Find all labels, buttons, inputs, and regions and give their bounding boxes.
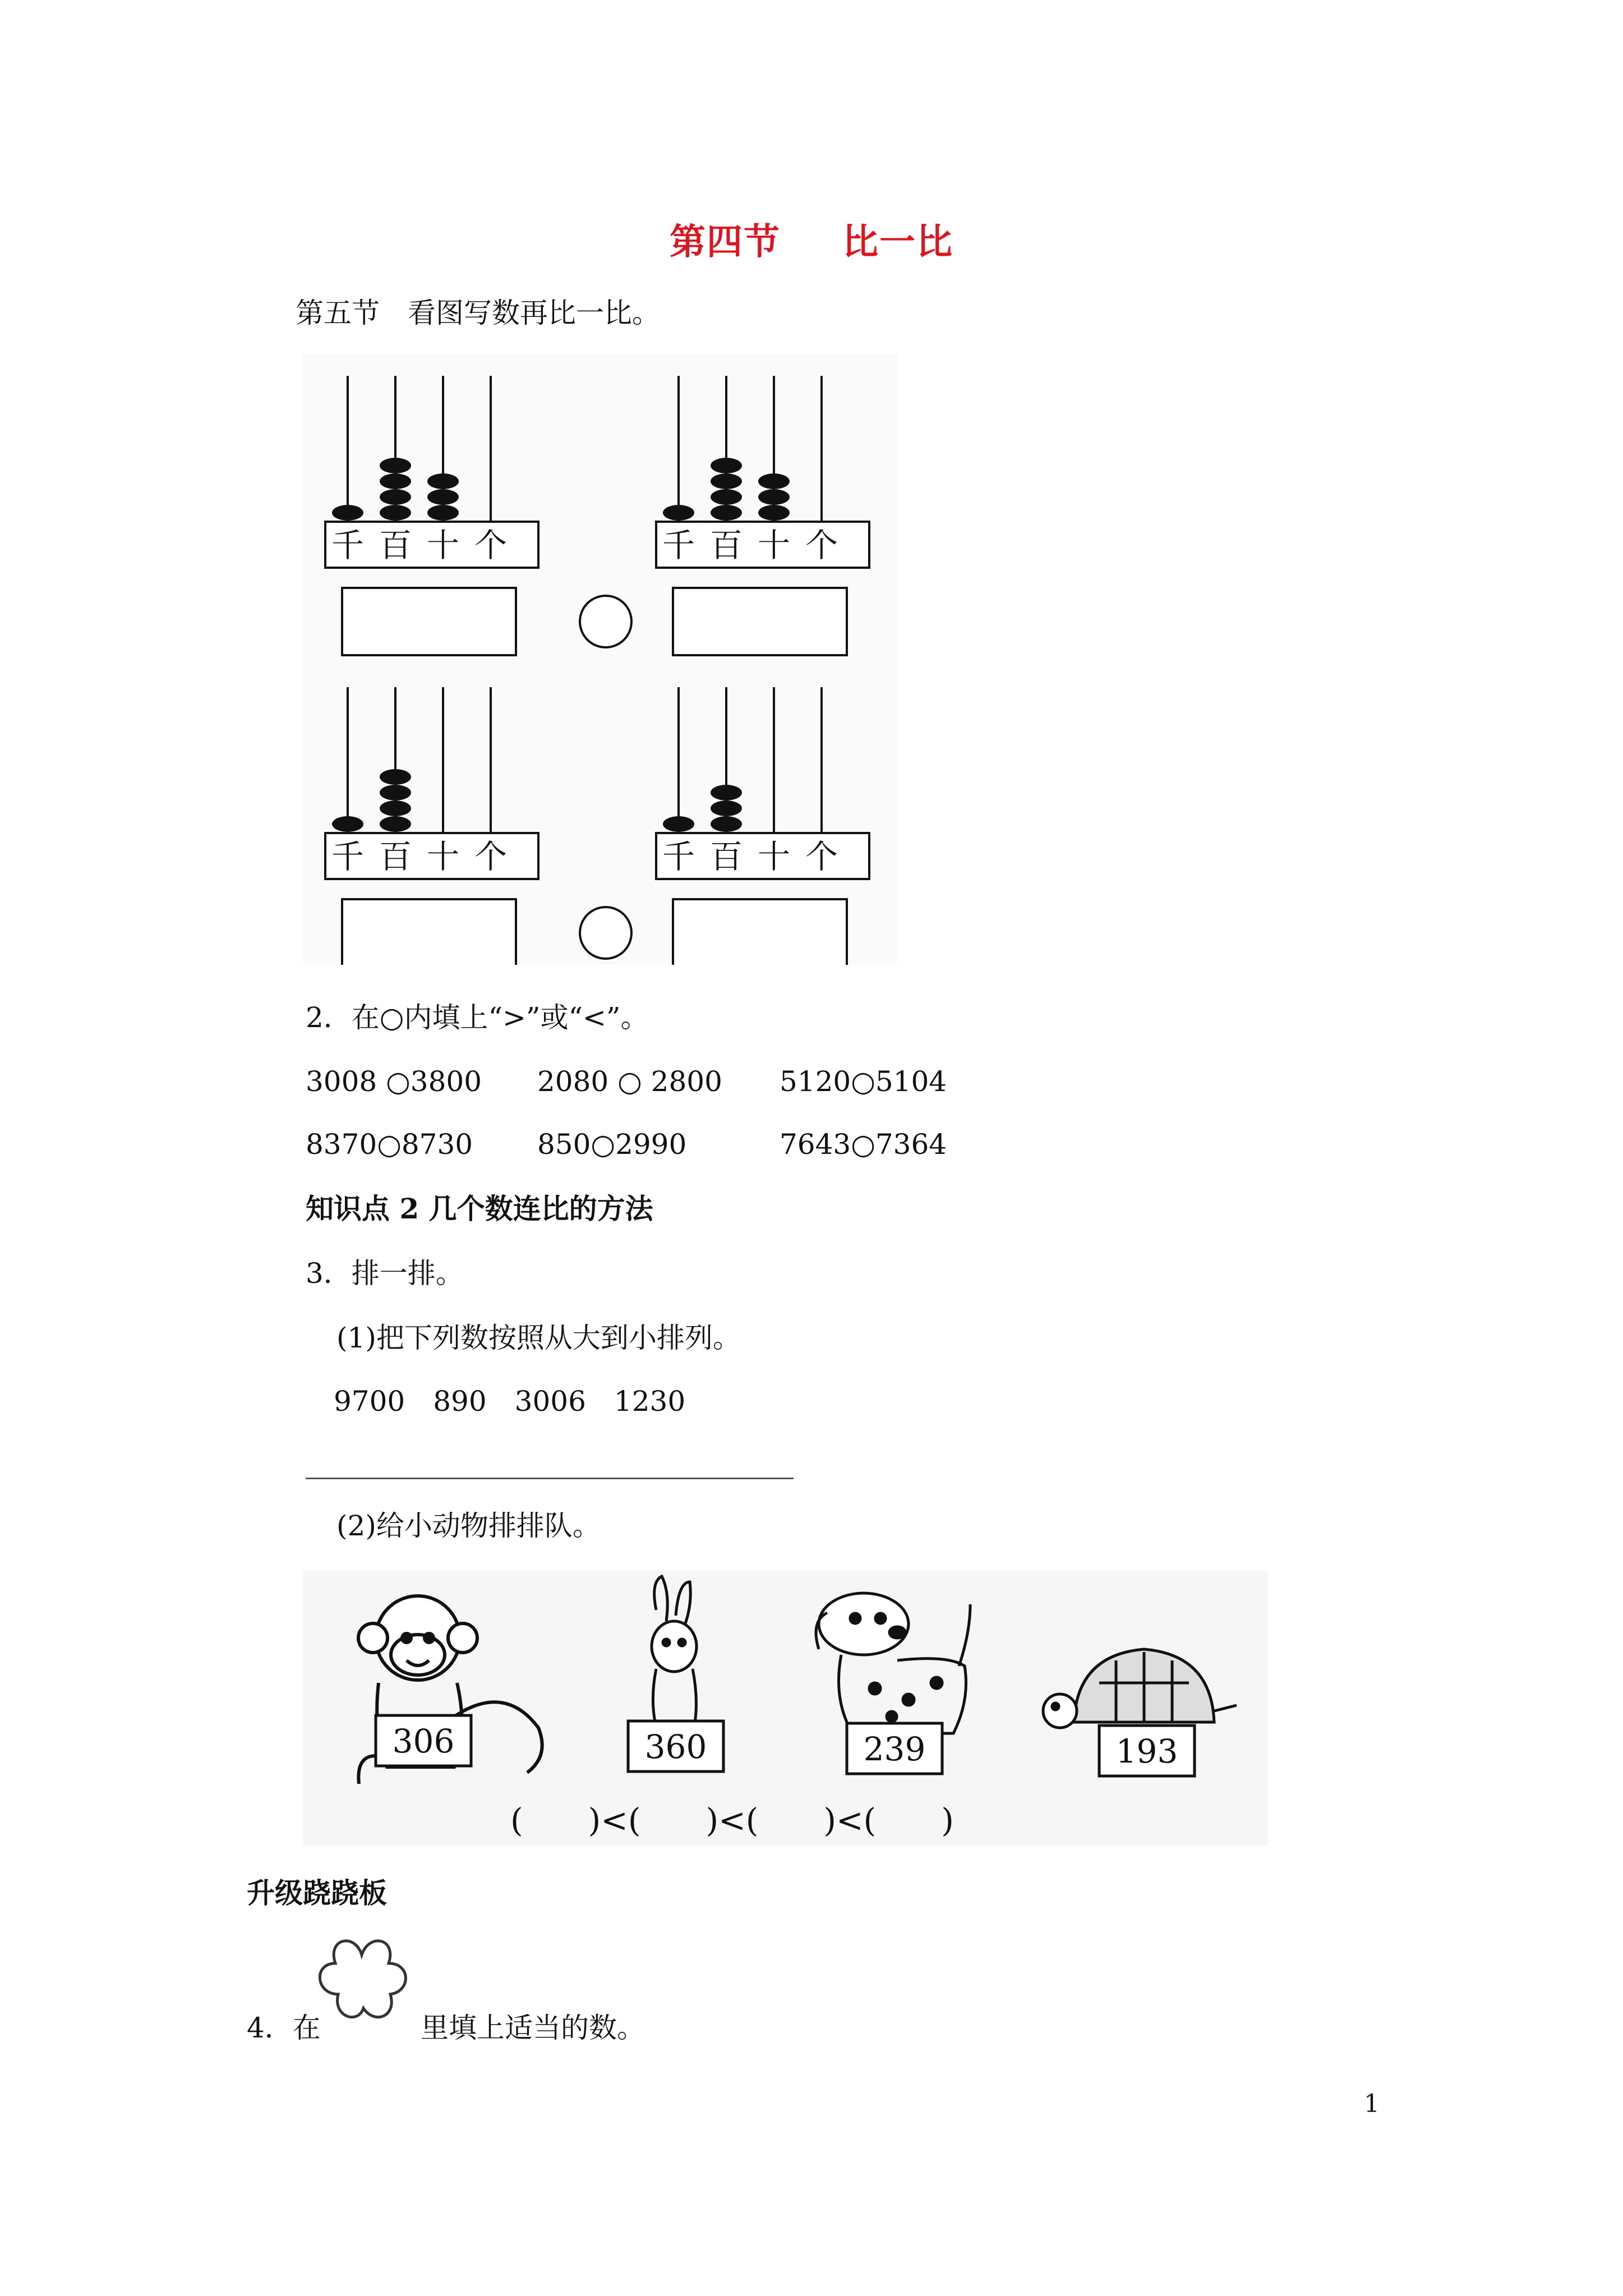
place-label: 个 [805,526,838,564]
flower-icon [313,1932,411,2031]
q2-instruction: 2．在○内填上“>”或“<”。 [306,1001,649,1034]
number-card-monkey [376,1715,471,1766]
compare-2: 2080 ○ 2800 [537,1065,722,1098]
answer-line [306,1478,794,1479]
animal-number: 239 [863,1730,926,1768]
abacus-bead [663,816,694,832]
animals-figure [303,1571,1267,1846]
place-label: 千 [662,526,695,564]
place-label: 百 [709,526,743,564]
q4-prefix: 4．在 [247,2012,321,2044]
compare-6: 7643○7364 [780,1128,947,1161]
knowledge-point-heading: 知识点 2 几个数连比的方法 [306,1192,653,1225]
abacus-bead [711,816,742,832]
abacus-bead [427,505,459,521]
compare-circle[interactable] [580,907,631,959]
place-label: 十 [426,838,460,876]
order-template: ( )<( )<( )<( ) [510,1801,954,1839]
q3-part1-instruction: (1)把下列数按照从大到小排列。 [336,1322,741,1354]
abacus-bead [758,489,790,505]
animals-svg [303,1571,1267,1846]
abacus-bead [380,505,411,521]
abacus-bead [332,505,363,521]
abacus-bead [663,505,694,521]
abacus-bead [427,489,459,505]
abacus-bead [380,458,411,473]
answer-box[interactable] [342,588,516,655]
abacus-svg [303,353,897,965]
abacus-bead [758,505,790,521]
answer-box[interactable] [342,899,516,965]
compare-1: 3008 ○3800 [306,1065,482,1098]
number-card-turtle [1099,1726,1195,1776]
abacus-bead [380,800,411,816]
number-card-rabbit [628,1721,723,1772]
place-label: 千 [662,838,695,876]
q4-suffix: 里填上适当的数。 [421,2012,645,2044]
page-number: 1 [1364,2090,1380,2118]
place-label: 十 [757,526,791,564]
place-label: 百 [379,526,412,564]
q3-instruction: 3．排一排。 [306,1257,464,1290]
abacus-bead [711,458,742,473]
animal-number: 193 [1115,1732,1178,1770]
place-label: 十 [426,526,460,564]
upgrade-heading: 升级跷跷板 [247,1876,387,1910]
answer-box[interactable] [673,899,847,965]
abacus-bead [711,473,742,489]
abacus-bead [332,816,363,832]
q1-instruction: 第五节 看图写数再比一比。 [296,297,660,329]
abacus-bead [711,785,742,800]
place-label: 百 [709,838,743,876]
place-label: 个 [805,838,838,876]
q3-part2-instruction: (2)给小动物排排队。 [336,1510,601,1542]
place-label: 十 [757,838,791,876]
compare-4: 8370○8730 [306,1128,473,1161]
title-part-1: 第四节 [670,221,781,263]
place-label: 个 [474,838,508,876]
abacus-bead [758,473,790,489]
abacus-figure [303,353,897,965]
animal-number: 360 [644,1728,707,1766]
place-label: 千 [331,526,365,564]
abacus-bead [711,505,742,521]
compare-3: 5120○5104 [780,1065,947,1098]
place-label: 千 [331,838,365,876]
place-label: 个 [474,526,508,564]
number-card-dog [847,1723,942,1774]
compare-5: 850○2990 [537,1128,687,1161]
place-label: 百 [379,838,412,876]
abacus-bead [380,769,411,785]
abacus-bead [380,473,411,489]
title-part-2: 比一比 [842,221,953,263]
abacus-bead [711,800,742,816]
compare-circle[interactable] [580,596,631,647]
page-title [0,213,1623,265]
abacus-bead [427,473,459,489]
animal-number: 306 [392,1722,455,1760]
answer-box[interactable] [673,588,847,655]
abacus-bead [711,489,742,505]
q3-numbers: 9700 890 3006 1230 [334,1385,686,1418]
abacus-bead [380,489,411,505]
abacus-bead [380,785,411,800]
abacus-bead [380,816,411,832]
